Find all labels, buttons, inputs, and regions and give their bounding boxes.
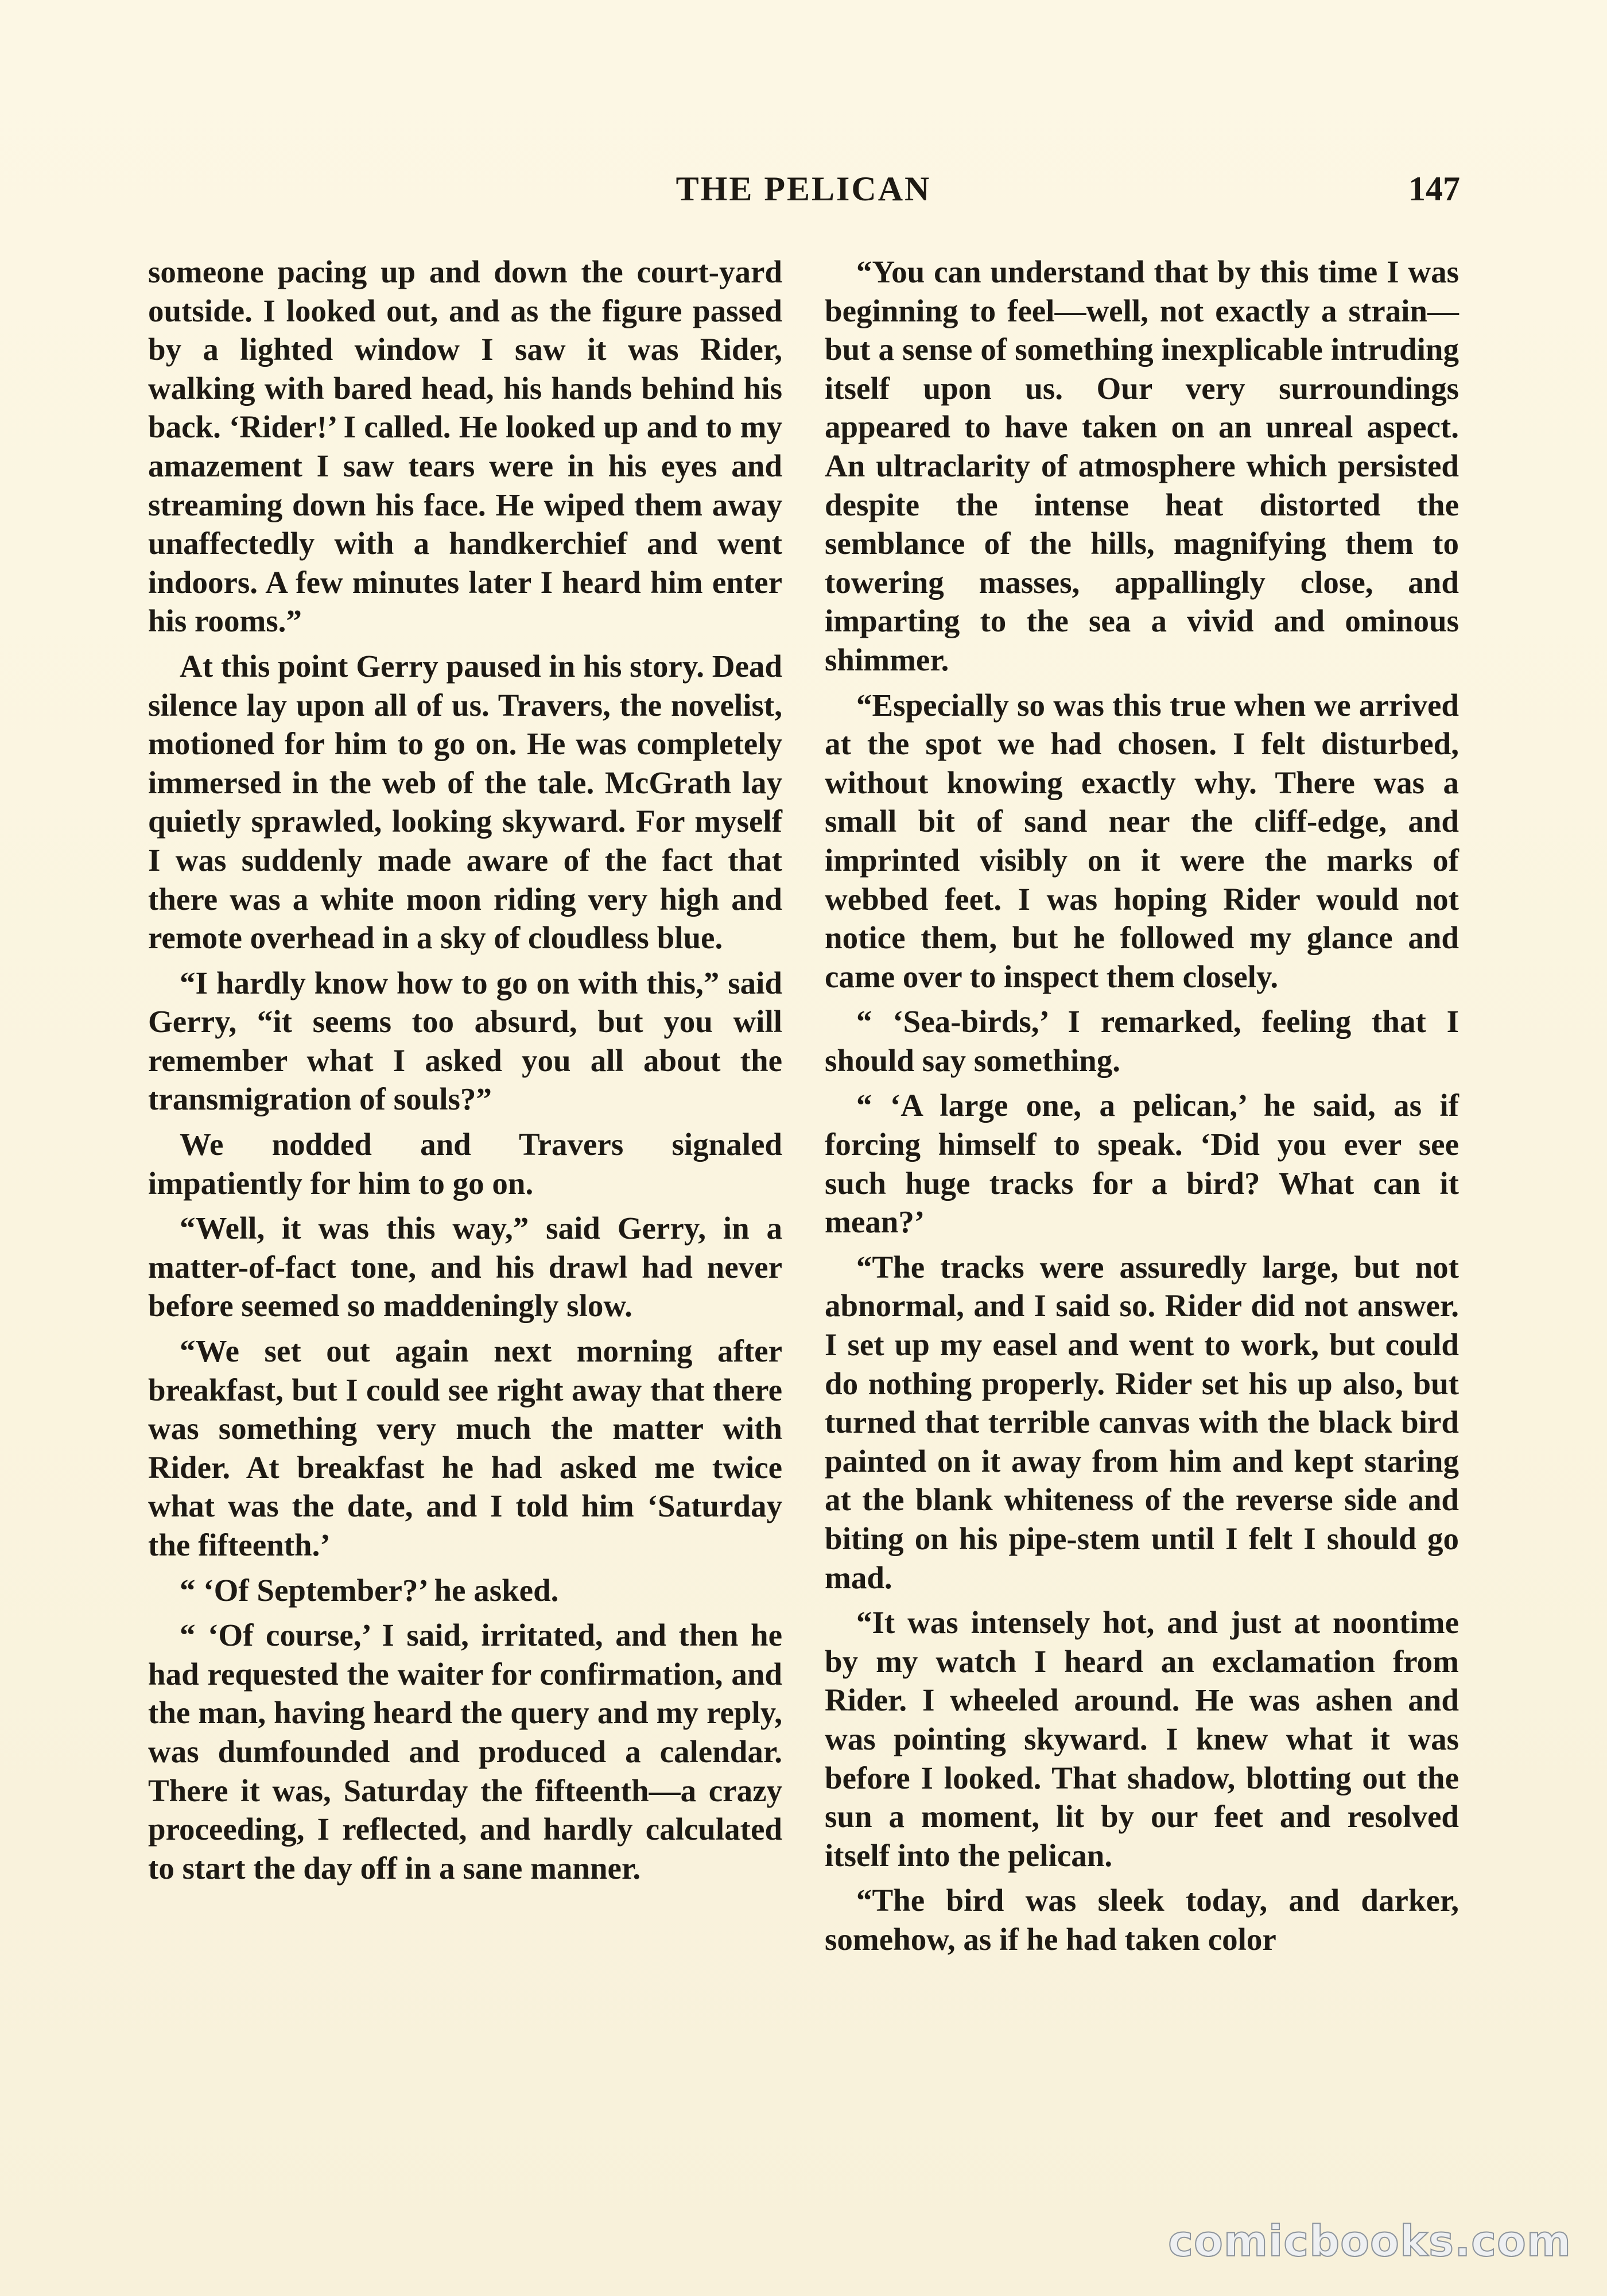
- paragraph: “You can understand that by this time I was beginning to feel—well, not exactly a strain—but a sense of something inexplicable intruding itself upon us. Our very surroundings appeared to have taken on an unreal aspect. An ultraclarity of atmosphere which persisted despite the intense heat distorted the semblance of the hills, magnifying them to towering masses, appallingly close, and imparting to the sea a vivid and ominous shimmer.: [825, 254, 1459, 677]
- paragraph: At this point Gerry paused in his story. Dead silence lay upon all of us. Travers, the novelist, motioned for him to go on. He was completely immersed in the web of the tale. McGrath lay quietly sprawled, looking skyward. For myself I was suddenly made aware of the fact that there was a white moon riding very high and remote overhead in a sky of cloudless blue.: [148, 648, 782, 956]
- left-column: [148, 253, 782, 1894]
- paragraph: “I hardly know how to go on with this,” said Gerry, “it seems too absurd, but you will remember what I asked you all about the transmigration of souls?”: [148, 965, 782, 1117]
- paragraph: “We set out again next morning after breakfast, but I could see right away that there was something very much the matter with Rider. At breakfast he had asked me twice what was the date, and I told him ‘Saturday the fifteenth.’: [148, 1333, 782, 1562]
- right-column: [825, 253, 1459, 1965]
- paragraph: “ ‘A large one, a pelican,’ he said, as if forcing himself to speak. ‘Did you ever see such huge tracks for a bird? What can it mean?’: [825, 1088, 1459, 1240]
- site-watermark: comicbooks.com: [1168, 2217, 1571, 2266]
- paragraph: “The bird was sleek today, and darker, somehow, as if he had taken color: [825, 1883, 1459, 1957]
- paragraph: someone pacing up and down the court-yard outside. I looked out, and as the figure passed by a lighted window I saw it was Rider, walking with bared head, his hands behind his back. ‘Rider!’ I called. He looked up and to my amazement I saw tears were in his eyes and streaming down his face. He wiped them away unaffectedly with a handkerchief and went indoors. A few minutes later I heard him enter his rooms.”: [148, 254, 782, 639]
- paragraph: “ ‘Sea-birds,’ I remarked, feeling that I should say something.: [825, 1004, 1459, 1078]
- running-head: [0, 169, 1607, 215]
- paragraph: “Especially so was this true when we arrived at the spot we had chosen. I felt disturbed, without knowing exactly why. There was a small bit of sand near the cliff-edge, and imprinted visibly on it were the marks of webbed feet. I was hoping Rider would not notice them, but he followed my glance and came over to inspect them closely.: [825, 687, 1459, 994]
- paragraph: “It was intensely hot, and just at noontime by my watch I heard an exclamation from Rider. I wheeled around. He was ashen and was pointing skyward. I knew what it was before I looked. That shadow, blotting out the sun a moment, lit by our feet and resolved itself into the pelican.: [825, 1605, 1459, 1873]
- paragraph: “ ‘Of September?’ he asked.: [180, 1572, 559, 1608]
- paragraph: “The tracks were assuredly large, but not abnormal, and I said so. Rider did not answer. I set up my easel and went to work, but could do nothing properly. Rider set his up also, but turned that terrible canvas with the black bird painted on it away from him and kept staring at the blank whiteness of the reverse side and biting on his pipe-stem until I felt I should go mad.: [825, 1249, 1459, 1595]
- paragraph: We nodded and Travers signaled impatiently for him to go on.: [148, 1127, 782, 1201]
- running-title: THE PELICAN: [676, 170, 931, 208]
- paragraph: “ ‘Of course,’ I said, irritated, and then he had requested the waiter for confirmation, and the man, having heard the query and my reply, was dumfounded and produced a calendar. There it was, Saturday the fifteenth—a crazy proceeding, I reflected, and hardly calculated to start the day off in a sane manner.: [148, 1618, 782, 1886]
- page-number: 147: [1408, 170, 1460, 208]
- paragraph: “Well, it was this way,” said Gerry, in a matter-of-fact tone, and his drawl had never before seemed so maddeningly slow.: [148, 1211, 782, 1324]
